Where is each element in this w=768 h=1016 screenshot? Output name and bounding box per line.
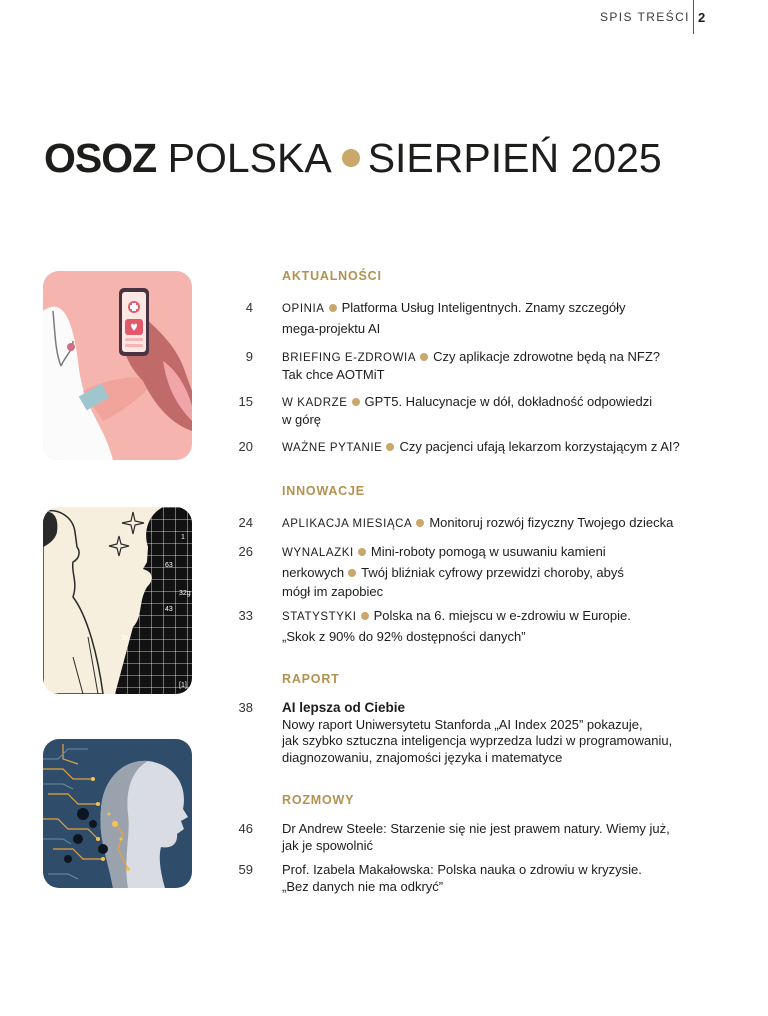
entry-text: Czy aplikacje zdrowotne będą na NFZ? <box>433 349 660 364</box>
page-number: 2 <box>698 10 706 25</box>
toc-entry[interactable] <box>282 349 702 383</box>
grid-number: [1] <box>179 682 187 689</box>
toc-page-number: 33 <box>238 608 253 623</box>
entry-text: „Skok z 90% do 92% dostępności danych” <box>282 628 526 644</box>
entry-text: Twój bliźniak cyfrowy przewidzi choroby, abyś <box>361 564 624 580</box>
entry-text: „Bez danych nie ma odkryć” <box>282 878 444 894</box>
entry-category: WAŻNE PYTANIE <box>282 442 383 454</box>
illustration-doctor-phone <box>43 271 192 460</box>
doctor-phone-graphic <box>43 271 192 460</box>
entry-text: Prof. Izabela Makałowska: Polska nauka o zdrowiu w kryzysie. <box>282 862 642 877</box>
toc-page-number: 20 <box>238 439 253 454</box>
illustration-ai-head <box>43 739 192 888</box>
entry-category: OPINIA <box>282 303 325 315</box>
toc-entry[interactable] <box>282 394 702 428</box>
category-dot <box>361 612 369 620</box>
section-title-raport: RAPORT <box>282 672 340 686</box>
entry-text: w górę <box>282 411 322 427</box>
toc-page-number: 46 <box>238 821 253 836</box>
toc-page-number: 38 <box>238 700 253 715</box>
issue-date: SIERPIEŃ 2025 <box>367 135 662 181</box>
toc-page-number: 15 <box>238 394 253 409</box>
entry-text: Tak chce AOTMiT <box>282 366 385 382</box>
section-title-aktualnosci: AKTUALNOŚCI <box>282 269 382 283</box>
toc-entry[interactable] <box>282 300 702 340</box>
category-dot <box>348 569 356 577</box>
toc-entry[interactable] <box>282 544 702 600</box>
ai-head-graphic <box>43 739 192 888</box>
grid-number: 3x <box>121 635 129 642</box>
category-dot <box>416 519 424 527</box>
entry-text: Platforma Usług Inteligentnych. Znamy szczegóły <box>341 300 626 315</box>
toc-entry[interactable] <box>282 862 722 895</box>
category-dot <box>420 353 428 361</box>
entry-text: Dr Andrew Steele: Starzenie się nie jest prawem natury. Wiemy już, <box>282 821 670 836</box>
section-label: SPIS TREŚCI <box>600 10 690 24</box>
grid-number: 1 <box>181 534 185 541</box>
toc-page-number: 26 <box>238 544 253 559</box>
entry-category: STATYSTYKI <box>282 611 357 623</box>
toc-entry[interactable] <box>282 821 722 854</box>
toc-page-number: 4 <box>245 300 253 315</box>
entry-text: mógł im zapobiec <box>282 583 384 599</box>
toc-page-number: 59 <box>238 862 253 877</box>
entry-text: GPT5. Halucynacje w dół, dokładność odpowiedzi <box>364 394 653 409</box>
entry-text: jak je spowolnić <box>282 837 374 853</box>
grid-number: 43 <box>165 606 173 613</box>
entry-text: Polska na 6. miejscu w e-zdrowiu w Europie. <box>373 608 631 623</box>
grid-number: 63 <box>165 562 173 569</box>
page-title <box>44 134 662 182</box>
title-dot <box>342 149 360 167</box>
illustration-digital-twin <box>43 507 192 694</box>
entry-category: APLIKACJA MIESIĄCA <box>282 518 413 530</box>
section-title-rozmowy: ROZMOWY <box>282 793 355 807</box>
entry-text: mega-projektu AI <box>282 320 381 336</box>
toc-entry[interactable] <box>282 439 722 457</box>
category-dot <box>386 443 394 451</box>
entry-category: W KADRZE <box>282 397 348 409</box>
toc-entry[interactable] <box>282 700 722 766</box>
header-divider <box>693 0 694 34</box>
digital-twin-graphic <box>43 507 192 694</box>
entry-text: Czy pacjenci ufają lekarzom korzystającym z AI? <box>399 439 680 454</box>
category-dot <box>358 548 366 556</box>
grid-number: 32g <box>179 590 191 597</box>
entry-text: Monitoruj rozwój fizyczny Twojego dziecka <box>429 515 674 530</box>
entry-category: BRIEFING E-ZDROWIA <box>282 352 417 364</box>
toc-entry[interactable] <box>282 515 702 533</box>
category-dot <box>352 398 360 406</box>
entry-text: Mini-roboty pomogą w usuwaniu kamieni <box>370 544 606 559</box>
country-name: POLSKA <box>167 135 332 181</box>
toc-entry[interactable] <box>282 608 702 648</box>
toc-page-number: 24 <box>238 515 253 530</box>
toc-page-number: 9 <box>245 349 253 364</box>
entry-text: diagnozowaniu, znajomości języka i matematyce <box>282 749 563 765</box>
category-dot <box>329 304 337 312</box>
entry-text: jak szybko sztuczna inteligencja wyprzedza ludzi w programowaniu, <box>282 733 673 748</box>
section-title-innowacje: INNOWACJE <box>282 484 365 498</box>
entry-text: Nowy raport Uniwersytetu Stanforda „AI Index 2025” pokazuje, <box>282 716 643 732</box>
brand-name: OSOZ <box>44 135 157 181</box>
entry-headline: AI lepsza od Ciebie <box>282 700 406 715</box>
entry-text: nerkowych <box>282 564 345 580</box>
entry-category: WYNALAZKI <box>282 547 354 559</box>
